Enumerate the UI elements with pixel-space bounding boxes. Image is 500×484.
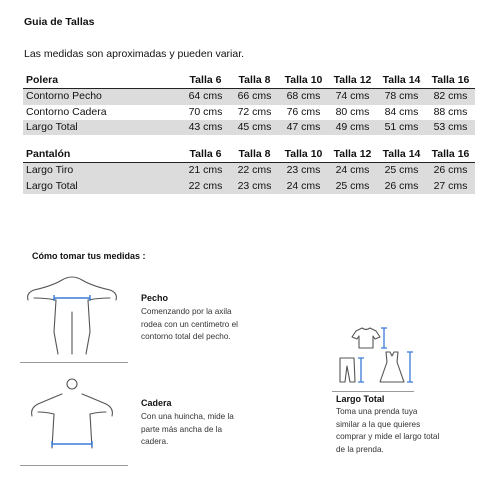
table-cell: 64 cms [181,89,230,105]
table-cell: 26 cms [426,163,475,179]
table-header-row [23,147,475,163]
divider [20,362,128,363]
table-row [23,163,475,179]
column-header: Talla 10 [279,73,328,89]
page-title: Guia de Tallas [24,16,95,28]
column-header: Talla 12 [328,147,377,163]
column-header: Talla 16 [426,147,475,163]
page-subtitle: Las medidas son aproximadas y pueden variar. [24,48,245,60]
table-cell: 51 cms [377,120,426,135]
chest-title: Pecho [141,293,169,303]
table-cell: 72 cms [237,105,272,118]
garments-length-icon [334,322,424,388]
length-desc-line: Toma una prenda tuya [336,407,418,416]
chest-measure-line [54,295,90,301]
table-cell: 47 cms [279,120,328,135]
length-measure-lines [358,328,413,382]
length-desc-line: de la prenda. [336,444,384,454]
row-label: Contorno Pecho [23,89,181,105]
table-cell: 25 cms [328,179,377,194]
table-cell: 27 cms [426,179,475,194]
column-header: Talla 12 [328,73,377,89]
row-label: Contorno Cadera [26,105,107,118]
row-label: Largo Tiro [23,163,181,179]
chest-desc-line: contorno total del pecho. [141,332,231,341]
body-hip-measure-icon [22,378,122,458]
table-cell: 21 cms [181,163,230,179]
column-header: Polera [23,73,181,89]
table-cell: 84 cms [384,105,419,118]
table-cell: 82 cms [426,89,475,105]
table-cell: 78 cms [377,89,426,105]
chest-description [141,306,238,344]
row-label: Largo Total [23,179,181,194]
column-header: Talla 6 [181,73,230,89]
row-label: Largo Total [23,120,181,135]
table-cell: 49 cms [328,120,377,135]
column-header: Talla 10 [279,147,328,163]
table-cell: 22 cms [181,179,230,194]
length-title: Largo Total [336,394,385,404]
table-cell: 88 cms [433,105,468,118]
table-cell: 68 cms [279,89,328,105]
hip-description [141,411,234,449]
table-cell: 66 cms [230,89,279,105]
table-row [23,120,475,135]
divider [20,465,128,466]
table-cell: 22 cms [230,163,279,179]
chest-desc-line: rodea con un centimetro el [141,319,238,329]
table-cell: 26 cms [377,179,426,194]
hip-desc-line: parte más ancha de la [141,424,223,434]
table-cell: 23 cms [230,179,279,194]
length-description [336,406,439,456]
table-row [23,179,475,194]
hip-measure-line [52,441,92,447]
table-cell: 70 cms [188,105,223,118]
table-cell: 80 cms [335,105,370,118]
column-header: Talla 8 [230,147,279,163]
table-cell: 43 cms [181,120,230,135]
hip-desc-line: cadera. [141,437,169,446]
pantalon-size-table [23,147,475,194]
length-desc-line: comprar y mide el largo total [336,432,440,441]
divider [332,391,414,392]
table-cell: 74 cms [328,89,377,105]
column-header: Talla 6 [181,147,230,163]
table-cell: 24 cms [279,179,328,194]
polera-size-table [23,73,475,135]
column-header: Talla 8 [230,73,279,89]
column-header: Talla 14 [377,147,426,163]
table-cell: 23 cms [279,163,328,179]
hip-title: Cadera [141,398,172,408]
table-header-row [23,73,475,89]
table-cell: 76 cms [286,105,321,118]
hip-desc-line: Con una huincha, mide la [141,412,234,421]
table-row [23,105,475,120]
table-cell: 45 cms [230,120,279,135]
length-desc-line: similar a la que quieres [336,419,421,429]
table-cell: 25 cms [377,163,426,179]
column-header: Pantalón [23,147,181,163]
column-header: Talla 16 [426,73,475,89]
body-chest-measure-icon [22,272,122,356]
table-row [23,89,475,105]
column-header: Talla 14 [377,73,426,89]
chest-desc-line: Comenzando por la axila [141,307,232,316]
howto-heading: Cómo tomar tus medidas : [32,251,146,261]
table-cell: 53 cms [426,120,475,135]
table-cell: 24 cms [328,163,377,179]
